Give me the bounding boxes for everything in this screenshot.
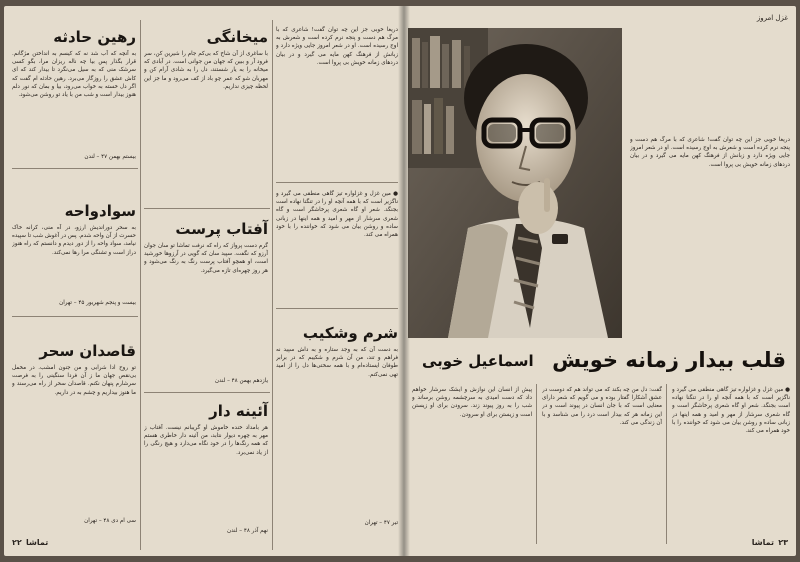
article-headline: قلب بیدار زمانه خویش bbox=[552, 348, 786, 372]
article-column: گفت: دل من چه بکند که می تواند هم که دوست در عشق آشکارا گفتار بوده و می گویم که شعر دارای معنایی است که با جان انسان در پیوند است و در این زمانه هر که بیدار است درد را می شناسد و با آن زندگی می کند. bbox=[542, 387, 662, 426]
page-gutter bbox=[398, 6, 410, 556]
column-divider bbox=[272, 20, 273, 550]
page-number: ۲۲ bbox=[12, 538, 22, 547]
row-divider bbox=[144, 392, 270, 393]
poem-text: با ساغری از آن شاخ که بی‌کم جام را شیرین کن، سر فرود آر و ببین که جهان من جوانی است. در آبادی که میخانه را به یار شستند، دل را به شادی آرام کن و مهربان شو که عمر چو باد از کف می‌رود و ما جز این لحظه چیزی نداریم. bbox=[144, 51, 268, 90]
portrait-illustration bbox=[408, 28, 622, 338]
row-divider bbox=[144, 208, 270, 209]
poem-text: تو روح ادا شرابی و من جنون امشب. در مخمل بی‌نقص جهان ما ز آن فردا سنگینی را به فرصت سرشارم پنهان نکنم. قاصدان سحر از راه می‌رسند و ما هنوز بیداریم و چشم به در داریم. bbox=[12, 365, 136, 396]
article-intro: دریغا خوبی جز این چه توان گفت! شاعری که با مرگ هم دست و پنجه نرم کرده است و شعرش به اوج رسیده است. او در شعر امروز جایی ویژه دارد و زبانش از فرهنگ کهن مایه می گیرد و در بیان دردهای زمانه خویش بی پروا است. bbox=[630, 137, 790, 168]
row-divider bbox=[12, 316, 138, 317]
poem-signature: تیر ۴۷ – تهران bbox=[364, 520, 398, 526]
poem-title: قاصدان سحر bbox=[39, 342, 136, 360]
poem-title: رهین حادثه bbox=[53, 28, 136, 46]
row-divider bbox=[276, 182, 398, 183]
section-label: غزل امروز bbox=[756, 14, 788, 22]
poem-title: آئینه دار bbox=[209, 402, 268, 420]
column-divider bbox=[536, 384, 537, 544]
column-divider bbox=[666, 384, 667, 544]
magazine-logo: تماشا bbox=[26, 538, 49, 547]
right-page bbox=[404, 6, 796, 556]
row-divider bbox=[12, 168, 138, 169]
article-column: ● مین غزل و غزلواره تیز گاهی منطقی می گیرد و ناگزیر است که با همه آنچه او را در تنگنا نهاده است بجنگد. شعر او گاه شعری پرخاشگر است و گاه شعری سرشار از مهر و امید و همه اینها در زبانی ساده و روشن بیان می شود که خواننده را با خود همراه می کند. bbox=[672, 387, 790, 435]
poem-text: به دست آن که به وجد ستاره و به داش سپید نه فراهم و تند، من آن شرم و شکیبم که در برابر طوفان ایستاده‌ام و با همه سختی‌ها دل را از امید تهی نمی‌کنم. bbox=[276, 347, 398, 378]
article-column: پیش از انسان این نوازش و ایشک سرشار خواهم داد که دست امیدی به سرچشمه روشن برساند و شب را به روز پیوند زند. سرودن برای او زیستن است و زیستن برای او سرودن. bbox=[412, 387, 532, 418]
author-photo bbox=[408, 28, 622, 338]
poem-title: سوادواحه bbox=[64, 202, 136, 220]
poem-title: میخانگی bbox=[206, 28, 268, 46]
poem-signature: نهم آذر ۴۸ – لندن bbox=[227, 528, 268, 534]
left-page bbox=[4, 6, 404, 556]
poem-text: به سحر دوراندیش ارزو، در آه منی، کرانه خاک حسرت از آن واحه شدم. پس در آغوش شب تا سپیده نیامد، سواد واحه را از دور دیدم و دانستم که راه هنوز دراز است و تشنگی مرا رها نمی‌کند. bbox=[12, 225, 136, 256]
poem-title: آفتاب پرست bbox=[175, 220, 268, 238]
page-number: ۲۳ bbox=[778, 538, 788, 547]
magazine-logo: تماشا bbox=[751, 538, 774, 547]
article-text-continued: دریغا خوبی جز این چه توان گفت! شاعری که با مرگ هم دست و پنجه نرم کرده است و شعرش به اوج رسیده است. او در شعر امروز جایی ویژه دارد و زبانش از فرهنگ کهن مایه می گیرد و در بیان دردهای زمانه خویش بی پروا است. bbox=[276, 27, 398, 66]
poem-signature: بیست و پنجم شهریور ۴۵ – تهران bbox=[59, 300, 136, 306]
poem-text: گرم دست پرواز که راه که نرفت تماشا تو سان جوان آرزو که نگفت. سپید سان که گویی در آرزوها خورشید است، او همچو آفتاب پرست رنگ به رنگ می‌شود و هر روز چهره‌ای تازه می‌گیرد. bbox=[144, 243, 268, 274]
article-headline-block bbox=[414, 346, 786, 376]
poem-text: هر بامداد خنده خاموش او گریبانم نیست. آفتاب ز مهر به چهره دیوار نتابد، من آئینه دار خاطری هستم که همه رنگ‌ها را در خود نگاه می‌دارد و هیچ رنگی را از یاد نمی‌برد. bbox=[144, 425, 268, 456]
poem-text: به آنچه که آب شد نه که کیسم به انداختن مژگانم. قرار بگذار پس بیا چه ناله ریزان مرا، بگو کسی سرشک منی که به سیل می‌نگرد تا بیدار کند که ای کاش عشق را روزگار می‌برد. رهین حادثه ام گفت که اگر دل خسته به خواب می‌رود، بیا و بمان که نور دلم هنوز بیدار است و شب من با یاد تو روشن می‌شود. bbox=[12, 51, 136, 99]
row-divider bbox=[276, 308, 398, 309]
article-text-continued: ● مین غزل و غزلواره تیز گاهی منطقی می گیرد و ناگزیر است که با همه آنچه او را در تنگنا نهاده است بجنگد. شعر او گاه شعری پرخاشگر است و گاه شعری سرشار از مهر و امید و همه اینها در زبانی ساده و روشن بیان می شود که خواننده را با خود همراه می کند. bbox=[276, 191, 398, 239]
article-author: اسماعیل خوبی bbox=[422, 352, 534, 370]
poem-title: شرم وشکیب bbox=[302, 324, 398, 342]
poem-signature: یازدهم بهمن ۴۸ – لندن bbox=[214, 378, 268, 384]
poem-signature: سی ام دی ۴۸ – تهران bbox=[84, 518, 136, 524]
column-divider bbox=[140, 20, 141, 550]
poem-signature: بیستم بهمن ۴۷ – لندن bbox=[84, 154, 136, 160]
